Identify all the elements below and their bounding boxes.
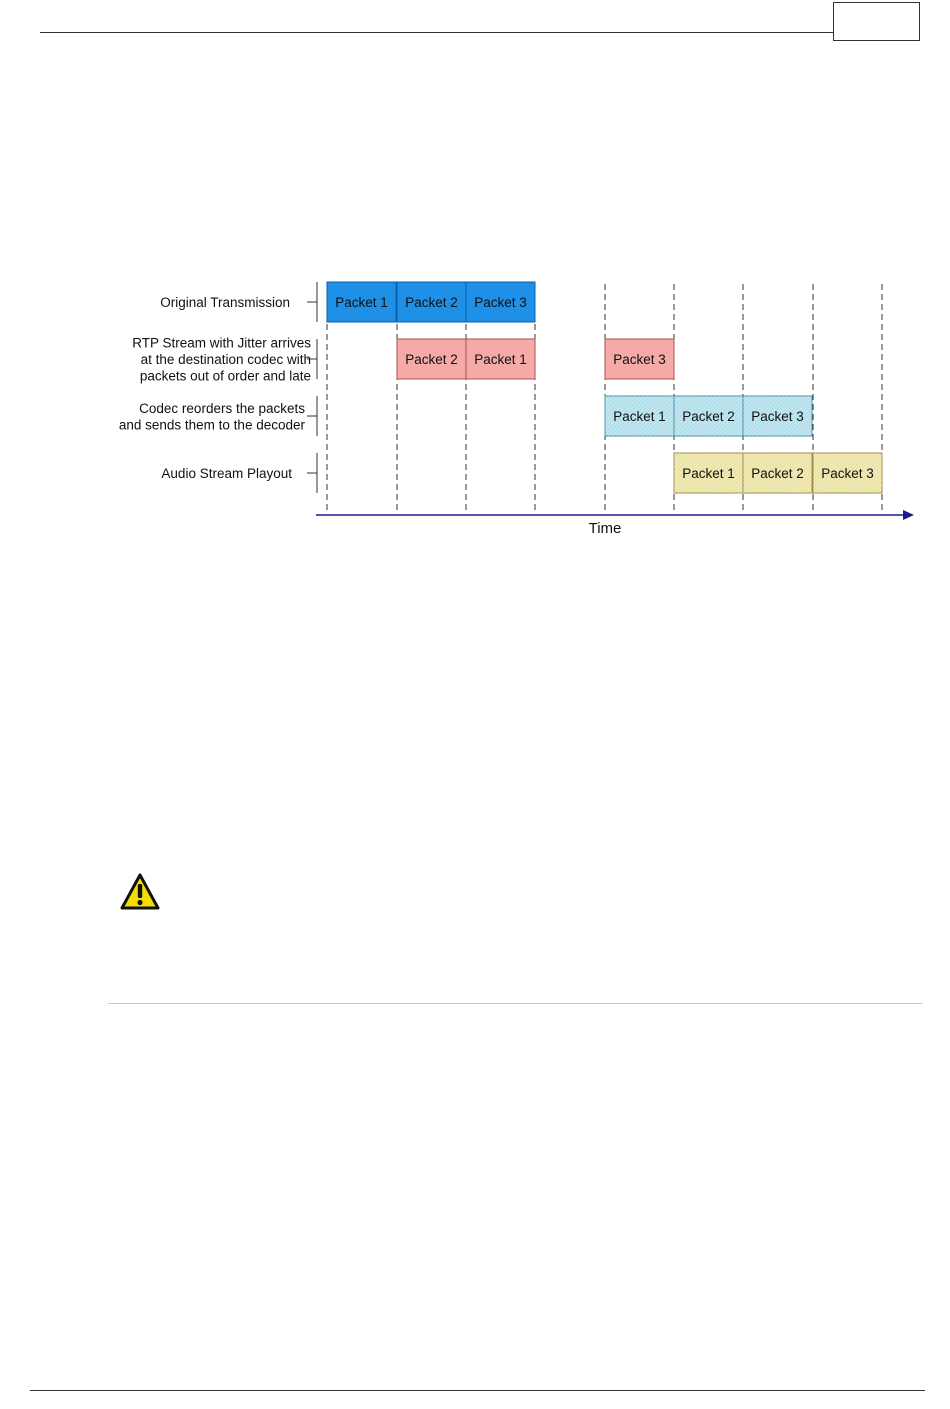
packet-label: Packet 2 bbox=[682, 409, 735, 424]
section-divider bbox=[108, 1003, 922, 1004]
row-label-line: Codec reorders the packets bbox=[139, 400, 305, 416]
rtp-jitter-diagram bbox=[0, 0, 950, 560]
packet-box bbox=[605, 396, 674, 436]
packet-box bbox=[813, 453, 882, 493]
packet-box bbox=[397, 339, 466, 379]
packet-label: Packet 3 bbox=[751, 409, 804, 424]
packet-label: Packet 1 bbox=[613, 409, 666, 424]
row-label-line: Original Transmission bbox=[160, 295, 290, 310]
packet-box bbox=[674, 396, 743, 436]
packet-label: Packet 1 bbox=[474, 352, 527, 367]
packet-label: Packet 1 bbox=[682, 466, 735, 481]
row-label-line: and sends them to the decoder bbox=[118, 417, 305, 433]
packet-label: Packet 1 bbox=[335, 295, 388, 310]
time-axis-arrowhead bbox=[903, 510, 914, 520]
diagram-row bbox=[161, 453, 882, 493]
packet-box bbox=[327, 282, 396, 322]
warning-icon bbox=[120, 873, 160, 911]
packet-label: Packet 2 bbox=[405, 295, 458, 310]
packet-box bbox=[743, 453, 812, 493]
packet-box bbox=[466, 282, 535, 322]
diagram-row bbox=[132, 336, 674, 384]
time-axis-label: Time bbox=[588, 520, 622, 537]
packet-label: Packet 3 bbox=[821, 466, 874, 481]
row-label-line: at the destination codec with bbox=[140, 352, 311, 367]
packet-box bbox=[397, 282, 466, 322]
row-label bbox=[160, 295, 290, 310]
packet-box bbox=[466, 339, 535, 379]
packet-box bbox=[674, 453, 743, 493]
row-label bbox=[161, 466, 292, 481]
packet-label: Packet 3 bbox=[613, 352, 666, 367]
packet-label: Packet 3 bbox=[474, 295, 527, 310]
footer-rule bbox=[30, 1390, 925, 1391]
row-label-line: Audio Stream Playout bbox=[161, 466, 292, 481]
packet-box bbox=[743, 396, 812, 436]
row-label bbox=[119, 401, 306, 433]
row-label-line: RTP Stream with Jitter arrives bbox=[132, 335, 311, 351]
packet-label: Packet 2 bbox=[751, 466, 804, 481]
packet-box bbox=[605, 339, 674, 379]
diagram-row bbox=[119, 396, 812, 436]
row-label bbox=[132, 336, 311, 384]
diagram-row bbox=[160, 282, 535, 322]
packet-label: Packet 2 bbox=[405, 352, 458, 367]
row-label-line: packets out of order and late bbox=[139, 368, 311, 384]
